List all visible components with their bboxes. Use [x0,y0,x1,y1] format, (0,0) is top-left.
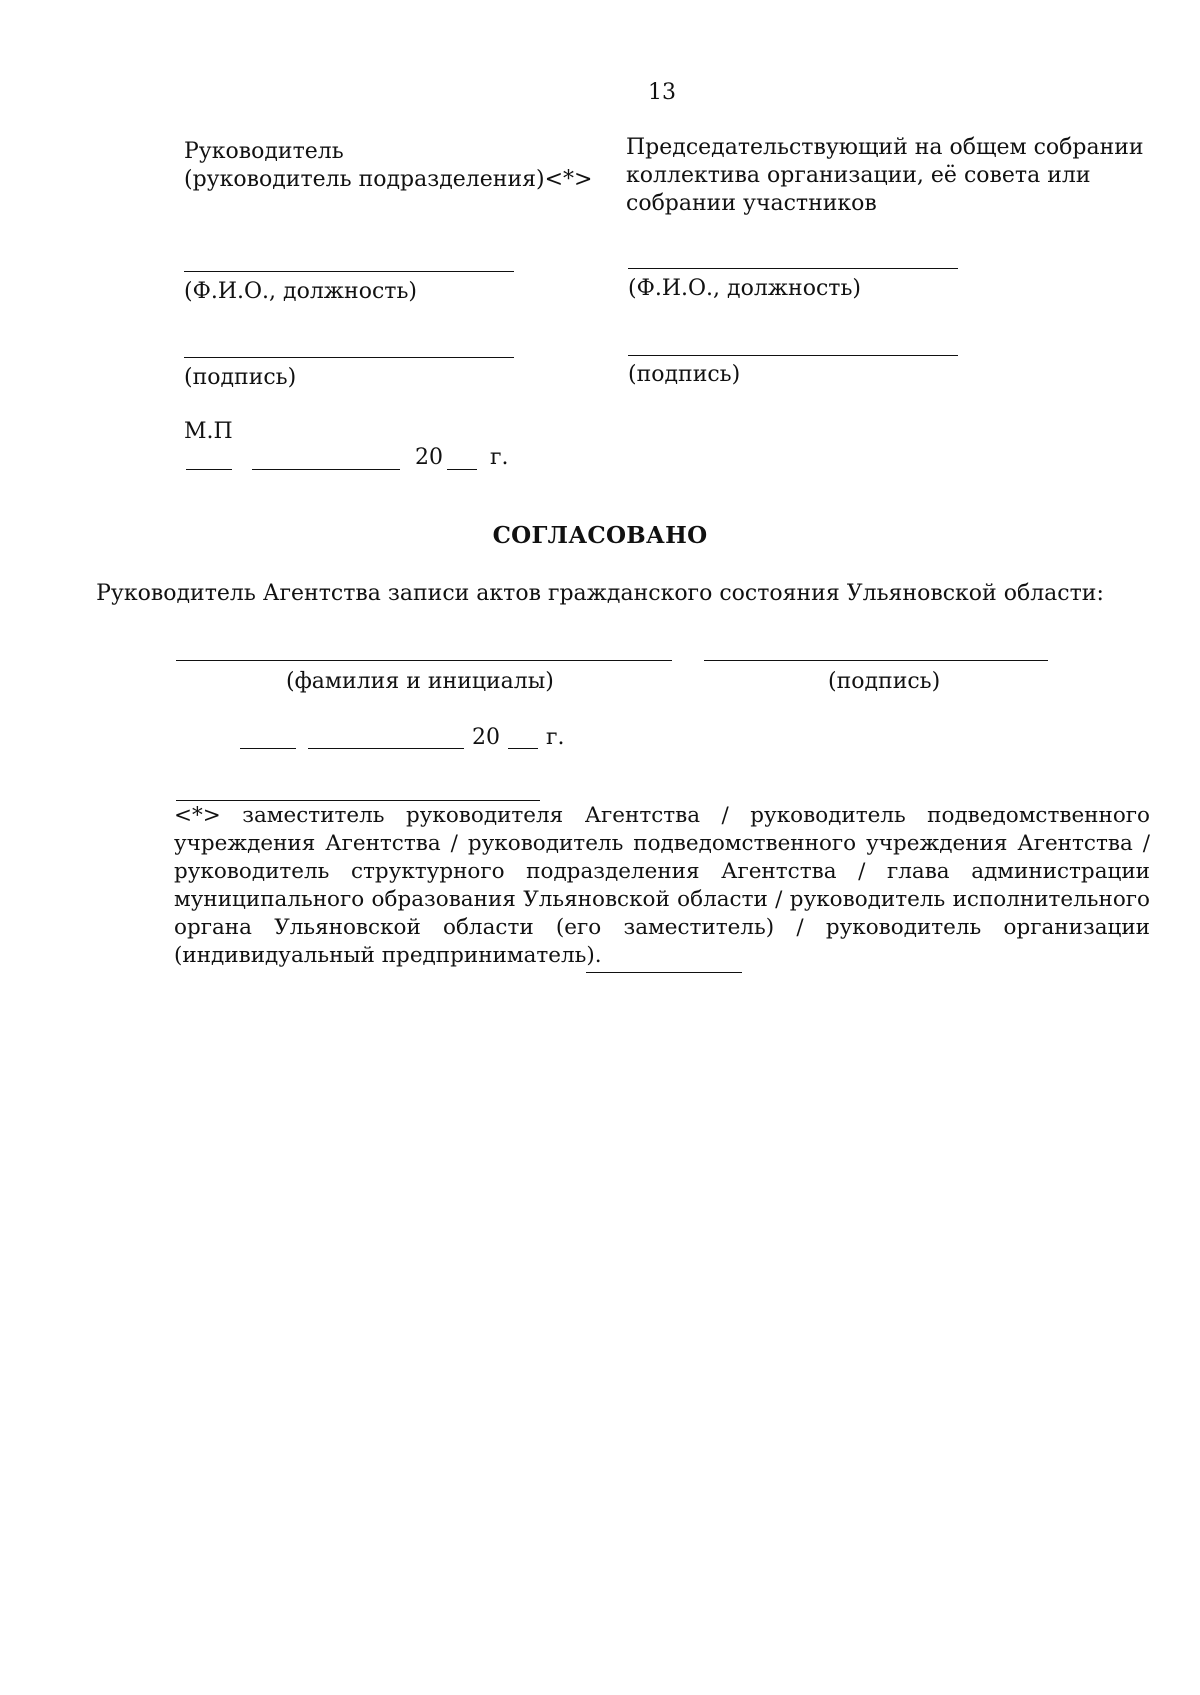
left-title-line1: Руководитель [184,139,344,164]
right-title-line3: собрании участников [626,191,877,216]
right-signature-caption: (подпись) [628,362,741,387]
agreed-name-caption: (фамилия и инициалы) [286,669,554,694]
left-signature-line [184,357,514,358]
right-title-line1: Председательствующий на общем собрании [626,135,1144,160]
left-title-line2: (руководитель подразделения)<*> [184,167,593,192]
left-fio-line [184,271,514,272]
agreed-date-year-line [508,748,538,749]
agreed-text: Руководитель Агентства записи актов гражданского состояния Ульяновской области: [96,581,1104,606]
left-date-year-prefix: 20 [415,445,443,470]
agreed-name-line [176,660,672,661]
agreed-signature-caption: (подпись) [828,669,941,694]
agreed-date-suffix: г. [546,725,565,750]
left-date-day-line [186,469,232,470]
right-fio-caption: (Ф.И.О., должность) [628,276,861,301]
right-signature-line [628,355,958,356]
footnote-separator [176,800,540,801]
left-date-suffix: г. [490,445,509,470]
left-signature-caption: (подпись) [184,365,297,390]
right-title-line2: коллектива организации, её совета или [626,163,1091,188]
agreed-signature-line [704,660,1048,661]
agreed-date-year-prefix: 20 [472,725,500,750]
seal-label: М.П [184,419,233,444]
left-date-month-line [252,469,400,470]
agreed-date-day-line [240,748,296,749]
page-number: 13 [648,80,676,105]
agreed-date-month-line [308,748,464,749]
agreed-heading: СОГЛАСОВАНО [492,522,708,549]
right-fio-line [628,268,958,269]
end-rule [586,972,742,973]
left-fio-caption: (Ф.И.О., должность) [184,279,417,304]
left-date-year-line [447,469,477,470]
footnote-text: <*> заместитель руководителя Агентства / руководитель подведомственного учреждения Агентства / руководитель подведомственного учреждения Агентства / руководитель структурного подразделения Агентства / глава администрации муниципального образования Ульяновской области / руководитель исполнительного органа Ульяновской области (его заместитель) / руководитель организации (индивидуальный предприниматель). [174,803,1150,968]
